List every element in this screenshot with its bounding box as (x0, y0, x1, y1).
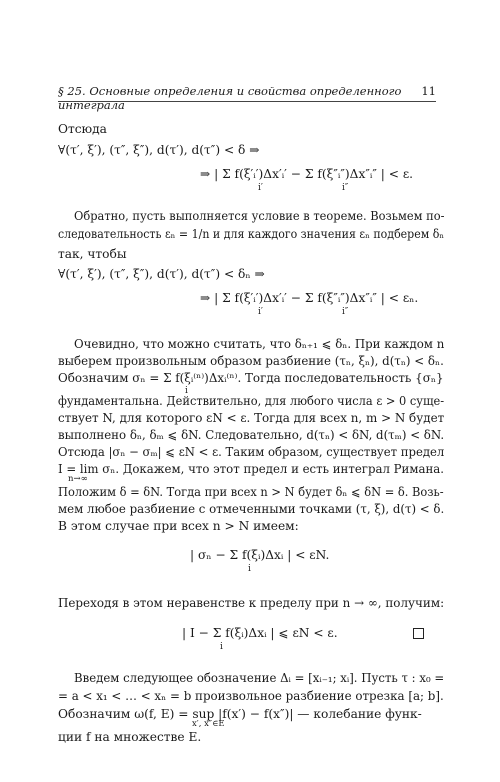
running-header (58, 83, 436, 112)
paragraph-line: следовательность εₙ = 1/n и для каждого значения εₙ подберем δₙ (58, 227, 445, 241)
paragraph-line: мем любое разбиение с отмеченными точками (τ, ξ), d(τ) < δ. (58, 502, 445, 516)
formula-display: | σₙ − Σ f(ξᵢ)Δxᵢ | < εN. (190, 548, 330, 562)
paragraph-line: ции f на множестве E. (58, 730, 202, 744)
sum-index: i′ (258, 307, 263, 317)
paragraph-line: Обозначим ω(f, E) = sup |f(x′) − f(x″)| — колебание функ- (58, 707, 422, 721)
sup-subscript: x′, x″∈E (192, 719, 225, 729)
paragraph-line: Положим δ = δN. Тогда при всех n > N будет δₙ ⩽ δN = δ. Возь- (58, 485, 444, 499)
formula-display: ⇒ | Σ f(ξ′ᵢ′)Δx′ᵢ′ − Σ f(ξ″ᵢ″)Δx″ᵢ″ | < ε. (200, 167, 414, 181)
sum-index: i″ (342, 183, 349, 193)
formula-display: ⇒ | Σ f(ξ′ᵢ′)Δx′ᵢ′ − Σ f(ξ″ᵢ″)Δx″ᵢ″ | < εₙ. (200, 291, 419, 305)
sum-index: i (185, 386, 188, 396)
sum-index: i (220, 642, 223, 652)
paragraph-line: фундаментальна. Действительно, для любого числа ε > 0 суще- (58, 394, 445, 408)
sum-index: i″ (342, 307, 349, 317)
paragraph-line: = a < x₁ < … < xₙ = b произвольное разбиение отрезка [a; b]. (58, 689, 444, 703)
paragraph-line: Переходя в этом неравенстве к пределу при n → ∞, получим: (58, 596, 445, 610)
header-title: § 25. Основные определения и свойства определенного интеграла (58, 84, 402, 112)
paragraph-line: Введем следующее обозначение Δᵢ = [xᵢ₋₁; xᵢ]. Пусть τ : x₀ = (74, 671, 445, 685)
page-number: 11 (421, 84, 436, 98)
formula-line: ∀(τ′, ξ′), (τ″, ξ″), d(τ′), d(τ″) < δₙ ⇒ (58, 267, 265, 281)
formula-line: ∀(τ′, ξ′), (τ″, ξ″), d(τ′), d(τ″) < δ ⇒ (58, 143, 260, 157)
paragraph-line: Очевидно, что можно считать, что δₙ₊₁ ⩽ δₙ. При каждом n (74, 337, 445, 351)
paragraph-line: выберем произвольным образом разбиение (τₙ, ξₙ), d(τₙ) < δₙ. (58, 354, 444, 368)
sum-index: i′ (258, 183, 263, 193)
paragraph-line: В этом случае при всех n > N имеем: (58, 519, 299, 533)
qed-square-icon (413, 628, 424, 639)
paragraph-line: выполнено δₙ, δₘ ⩽ δN. Следовательно, d(τₙ) < δN, d(τₘ) < δN. (58, 428, 445, 442)
limit-subscript: n→∞ (68, 474, 88, 484)
paragraph-line: ствует N, для которого εN < ε. Тогда для всех n, m > N будет (58, 411, 445, 425)
formula-display: | I − Σ f(ξᵢ)Δxᵢ | ⩽ εN < ε. (182, 626, 338, 640)
paragraph-line: Отсюда |σₙ − σₘ| ⩽ εN < ε. Таким образом, существует предел (58, 445, 445, 459)
paragraph-line: I = lim σₙ. Докажем, что этот предел и есть интеграл Римана. (58, 462, 445, 476)
paragraph-line: так, чтобы (58, 247, 127, 261)
text-line: Отсюда (58, 122, 107, 136)
paragraph-line: Обозначим σₙ = Σ f(ξᵢ⁽ⁿ⁾)Δxᵢ⁽ⁿ⁾. Тогда последовательность {σₙ} (58, 371, 444, 385)
sum-index: i (248, 564, 251, 574)
paragraph-line: Обратно, пусть выполняется условие в теореме. Возьмем по- (74, 209, 445, 223)
